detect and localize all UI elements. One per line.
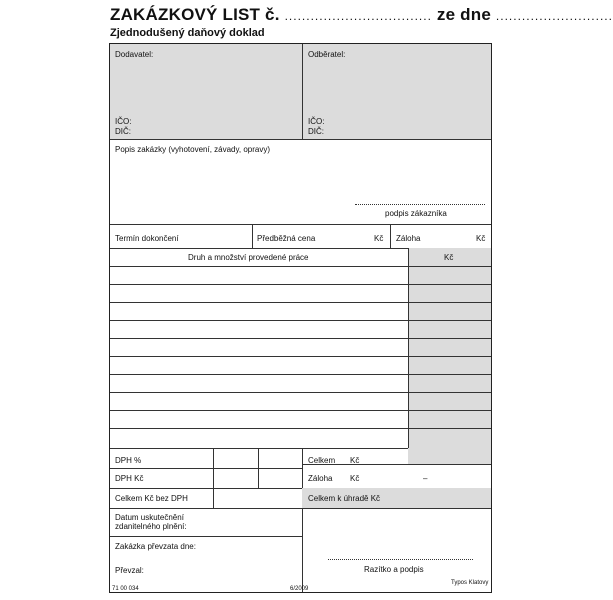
currency-column: [408, 248, 491, 448]
table-row: [110, 356, 491, 357]
accepted-label: Zakázka převzata dne:: [115, 542, 196, 551]
table-row: [110, 410, 491, 411]
price-label: Předběžná cena: [257, 234, 316, 243]
table-row: [110, 338, 491, 339]
title-text: ZAKÁZKOVÝ LIST č.: [110, 5, 280, 24]
deposit-currency: Kč: [476, 234, 486, 243]
customer-label: Odběratel:: [308, 50, 346, 59]
signature-line: [355, 204, 485, 205]
form-title: [110, 5, 613, 25]
totals-gray-cell: [408, 448, 491, 464]
table-row: [110, 374, 491, 375]
customer-ico-label: IČO:: [308, 117, 325, 126]
received-label: Převzal:: [115, 566, 144, 575]
stamp-label: Razítko a podpis: [364, 565, 424, 574]
summary-divider-1: [252, 224, 253, 248]
price-currency: Kč: [374, 234, 384, 243]
taxable-date-bottom-line: [110, 536, 302, 537]
description-bottom-line: [110, 224, 491, 225]
customer-dic-label: DIČ:: [308, 127, 324, 136]
form-code: 71 00 034: [112, 586, 139, 592]
bottom-divider: [302, 508, 303, 592]
vat-grid-divider-1: [213, 448, 214, 508]
total-currency: Kč: [350, 456, 360, 465]
totals-deposit-dash: –: [423, 474, 428, 483]
parties-bottom-line: [110, 139, 491, 140]
publisher: Typos Klatovy: [451, 580, 489, 586]
totals-deposit-currency: Kč: [350, 474, 360, 483]
totals-bottom-line: [110, 508, 491, 509]
date-dots: ...........................: [495, 9, 613, 23]
supplier-dic-label: DIČ:: [115, 127, 131, 136]
taxable-date-label-1: Datum uskutečnění: [115, 513, 184, 522]
supplier-label: Dodavatel:: [115, 50, 154, 59]
table-row: [110, 428, 491, 429]
parties-section: [110, 44, 491, 139]
stamp-line: [328, 559, 473, 560]
order-form: [109, 43, 492, 593]
table-row: [110, 284, 491, 285]
table-row: [110, 320, 491, 321]
signature-label: podpis zákazníka: [385, 209, 447, 218]
supplier-ico-label: IČO:: [115, 117, 132, 126]
vat-kc-label: DPH Kč: [115, 474, 144, 483]
date-label: ze dne: [436, 5, 491, 24]
vat-percent-label: DPH %: [115, 456, 142, 465]
table-row: [110, 266, 491, 267]
totals-deposit-label: Záloha: [308, 474, 333, 483]
totals-line-1b: [302, 464, 491, 465]
work-table-currency-header: Kč: [444, 253, 454, 262]
totals-line-1: [110, 468, 302, 469]
parties-divider: [302, 44, 303, 139]
description-label: Popis zakázky (vyhotovení, závady, opravy): [115, 145, 271, 154]
table-row: [110, 392, 491, 393]
work-table-header: Druh a množství provedené práce: [188, 253, 309, 262]
form-date: 6/2009: [290, 586, 309, 592]
form-subtitle: Zjednodušený daňový doklad: [110, 27, 265, 39]
total-label: Celkem: [308, 456, 336, 465]
completion-label: Termín dokončení: [115, 234, 179, 243]
number-dots: ..................................: [284, 9, 432, 23]
total-to-pay-label: Celkem k úhradě Kč: [308, 494, 381, 503]
total-excl-vat-label: Celkem Kč bez DPH: [115, 494, 188, 503]
table-row: [110, 302, 491, 303]
deposit-label: Záloha: [396, 234, 421, 243]
taxable-date-label-2: zdanitelného plnění:: [115, 522, 187, 531]
summary-divider-2: [390, 224, 391, 248]
